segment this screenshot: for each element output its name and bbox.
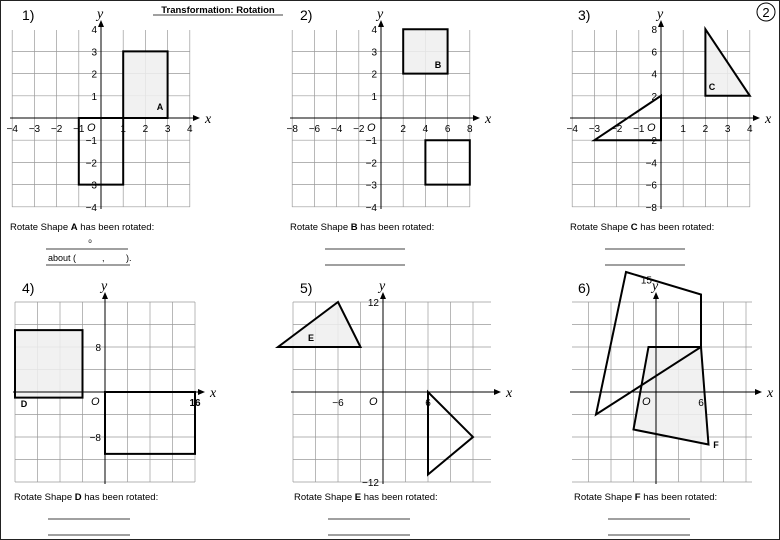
prompt-prefix: Rotate Shape [14,492,75,503]
x-tick-label: −4 [330,124,343,135]
x-axis-arrow [193,115,200,121]
x-tick-label: 6 [698,398,704,409]
problem-2-prompt [290,222,434,233]
x-axis-arrow [198,389,205,395]
y-tick-label: −1 [365,136,377,148]
y-tick-label: 12 [367,298,379,309]
y-tick-label: 6 [651,47,657,59]
x-tick-label: −2 [353,124,365,135]
y-tick-label: 4 [371,25,377,37]
problem-3-prompt [570,222,714,233]
y-axis-label: y [101,279,108,294]
prompt-shape-label: A [70,222,78,233]
prompt-shape-label: E [354,492,362,503]
x-tick-label: 1 [120,124,126,135]
x-axis-label: x [765,112,772,127]
graph-problem-3 [566,7,772,214]
about-comma: , [102,253,105,263]
prompt-shape-label: B [350,222,358,233]
x-tick-label: 8 [467,124,473,135]
y-tick-label: −12 [362,478,379,489]
y-tick-label: −2 [365,158,377,170]
y-tick-label: 3 [371,47,377,59]
y-tick-label: 4 [91,25,97,37]
problem-5-prompt [294,492,438,503]
problem-6-prompt [574,492,717,503]
x-axis-label: x [205,112,212,127]
problem-5-number: 5) [300,280,313,296]
prompt-shape-label: D [74,492,82,503]
problem-1-number: 1) [22,7,35,23]
y-tick-label: 4 [651,69,657,81]
x-axis-label: x [506,386,513,401]
problem-1-prompt [10,222,154,233]
graph-problem-5 [278,279,513,489]
x-tick-label: −2 [50,124,63,135]
prompt-suffix: has been rotated: [361,492,438,503]
x-tick-label: 4 [187,124,193,135]
prompt-prefix: Rotate Shape [294,492,355,503]
x-axis-arrow [753,115,760,121]
problem-4-number: 4) [22,280,35,296]
shape-d [15,330,83,398]
y-tick-label: −4 [645,158,657,170]
about-text: about ( [48,253,77,263]
x-tick-label: −1 [73,124,85,135]
worksheet-title: Transformation: Rotation [161,5,275,16]
x-tick-label: 3 [724,124,731,135]
y-tick-label: −3 [365,180,377,192]
x-tick-label: −3 [28,124,41,135]
origin-label: O [91,396,100,408]
prompt-prefix: Rotate Shape [10,222,71,233]
x-tick-label: −4 [6,124,18,135]
problem-6-number: 6) [578,280,591,296]
shape-label: C [708,82,716,92]
y-tick-label: −8 [645,202,657,214]
prompt-suffix: has been rotated: [81,492,159,503]
x-tick-label: 2 [400,124,406,135]
prompt-prefix: Rotate Shape [574,492,635,503]
y-tick-label: −6 [645,180,657,192]
y-tick-label: −2 [85,158,97,170]
y-tick-label: 8 [95,343,101,354]
prompt-prefix: Rotate Shape [290,222,351,233]
shape-label: B [434,60,442,70]
graph-problem-1 [6,7,212,214]
y-tick-label: 15 [640,275,652,287]
x-tick-label: −6 [308,124,321,135]
x-tick-label: 6 [425,398,431,409]
prompt-shape-label: F [634,492,641,503]
y-tick-label: −1 [85,136,97,148]
y-tick-label: −4 [365,202,377,214]
x-tick-label: −2 [610,124,623,135]
x-tick-label: −3 [588,124,601,135]
prompt-suffix: has been rotated: [640,492,718,503]
x-tick-label: 2 [142,124,149,135]
x-tick-label: 16 [189,398,201,409]
x-tick-label: 4 [747,124,753,135]
origin-label: O [87,122,96,134]
y-axis-label: y [97,7,104,22]
x-axis-arrow [755,389,762,395]
y-tick-label: −2 [645,136,657,148]
degree-mark: o [88,239,92,245]
x-tick-label: 4 [422,124,429,135]
x-axis-arrow [494,389,501,395]
shape-label: F [713,440,719,450]
shape-e [278,302,361,347]
y-tick-label: −8 [89,433,101,444]
y-axis-label: y [377,7,384,22]
y-axis-label: y [657,7,664,22]
y-tick-label: −4 [85,202,97,214]
origin-label: O [642,396,651,408]
x-tick-label: −1 [633,124,645,135]
x-axis-label: x [210,386,217,401]
x-tick-label: 2 [702,124,709,135]
prompt-prefix: Rotate Shape [570,222,631,233]
shape-label: D [20,399,28,409]
origin-label: O [369,396,378,408]
problem-4-prompt [14,492,158,503]
y-tick-label: 8 [651,25,657,37]
prompt-shape-label: C [630,222,638,233]
y-tick-label: 1 [91,91,97,103]
graph-problem-6 [570,272,774,484]
x-tick-label: 6 [444,124,451,135]
page-border [1,1,780,540]
y-tick-label: 2 [371,69,377,81]
x-axis-label: x [767,386,774,401]
y-axis-label: y [379,279,386,294]
problem-2-number: 2) [300,7,313,23]
shape-label: A [156,102,164,112]
y-tick-label: 3 [91,47,97,59]
x-axis-label: x [485,112,492,127]
origin-label: O [647,122,656,134]
y-tick-label: 2 [91,69,97,81]
graph-problem-2 [286,7,492,214]
prompt-suffix: has been rotated: [637,222,715,233]
origin-label: O [367,122,376,134]
y-tick-label: 1 [371,91,377,103]
x-axis-arrow [473,115,480,121]
x-tick-label: 3 [164,124,171,135]
y-axis-label: y [652,279,659,294]
prompt-suffix: has been rotated: [77,222,155,233]
problem-3-number: 3) [578,7,591,23]
graph-problem-4 [13,279,217,484]
x-tick-label: 1 [680,124,686,135]
x-tick-label: −8 [286,124,298,135]
y-tick-label: 2 [651,91,657,103]
shape-label: E [307,333,315,343]
page-number: 2 [762,5,770,20]
prompt-suffix: has been rotated: [357,222,435,233]
x-tick-label: −6 [332,398,344,409]
about-close: ). [126,253,132,263]
x-tick-label: −4 [566,124,578,135]
y-tick-label: −3 [85,180,97,192]
